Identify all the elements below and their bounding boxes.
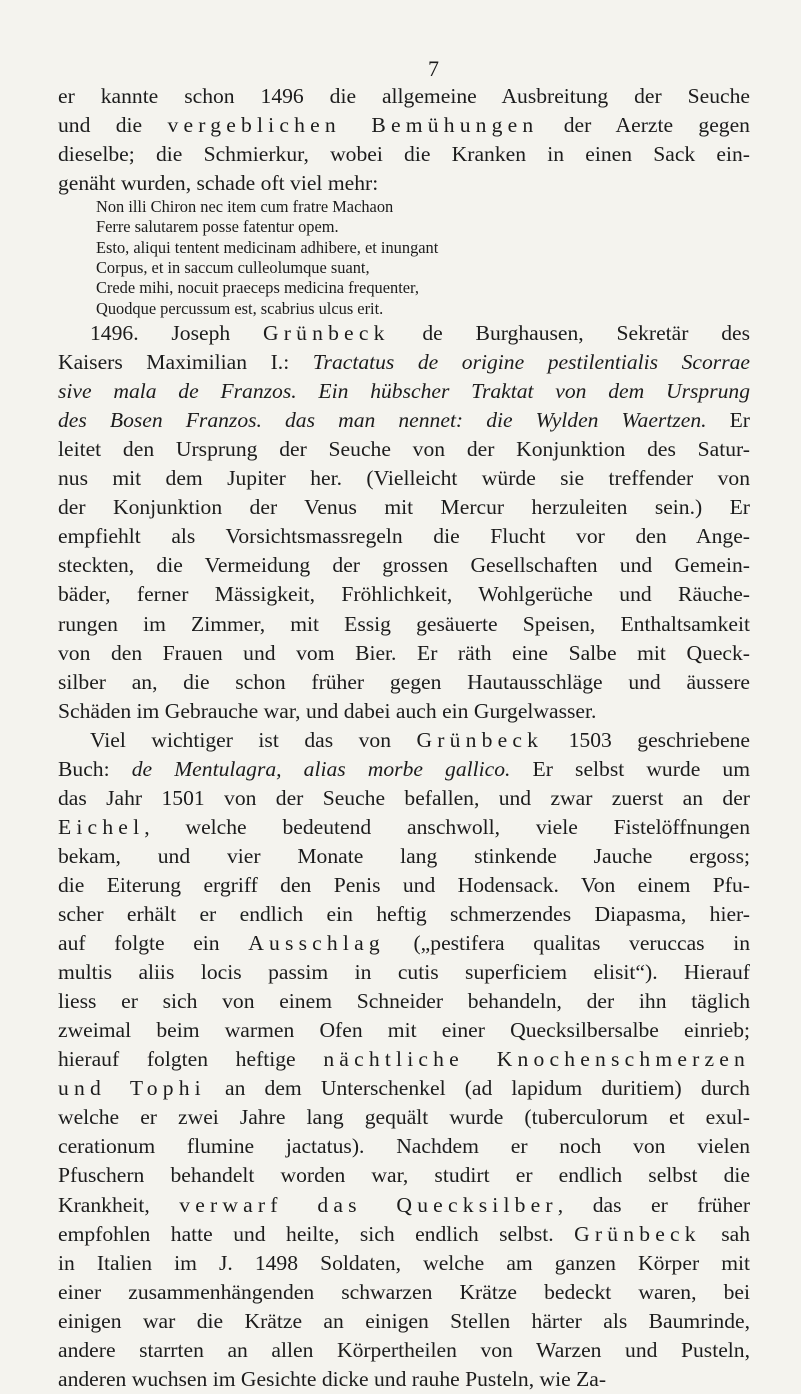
text-line [58, 1191, 750, 1220]
text-line [58, 668, 750, 697]
text-line [58, 697, 750, 726]
text-run: und die [58, 113, 168, 138]
text-run: empfohlen hatte und heilte, sich endlich selbst. [58, 1221, 575, 1246]
text-run: Viel wichtiger ist das von [90, 727, 417, 752]
text-line [58, 1278, 750, 1307]
text-run: Buch: [58, 756, 132, 781]
spaced-emphasis: Ausschlag [248, 931, 385, 956]
text-line [58, 1132, 750, 1161]
text-line [58, 1336, 750, 1365]
text-run: auf folgte ein [58, 931, 249, 956]
spaced-emphasis: und Tophi [58, 1076, 206, 1101]
verse-line: Quodque percussum est, scabrius ulcus erit. [96, 298, 384, 318]
text-run: 1496. Joseph [90, 321, 263, 345]
text-line [58, 377, 750, 406]
text-line [58, 435, 750, 464]
text-line [58, 1307, 750, 1336]
text-line [58, 929, 750, 958]
text-run: , das er früher [557, 1192, 750, 1217]
text-run: Kaisers Maximilian I.: [58, 350, 313, 375]
spaced-emphasis: Grünbeck [262, 321, 390, 345]
text-run: Schäden im Gebrauche war, und dabei auch ein Gurgelwasser. [58, 698, 597, 723]
text-run: , welche bedeutend anschwoll, viele Fistelöffnungen [144, 814, 750, 839]
text-line [58, 987, 750, 1016]
text-line [58, 551, 750, 580]
text-line [58, 464, 750, 493]
text-line [58, 1249, 750, 1278]
text-line [58, 755, 750, 784]
text-line [58, 406, 750, 435]
text-line [58, 493, 750, 522]
text-run: liess er sich von einem Schneider behandeln, der ihn täglich [58, 989, 750, 1014]
text-line [58, 610, 750, 639]
text-run: nus mit dem Jupiter her. (Vielleicht würde sie treffender von [58, 466, 750, 491]
text-run: von den Frauen und vom Bier. Er räth eine Salbe mit Queck- [58, 640, 750, 665]
text-run: 1503 geschriebene [543, 727, 750, 752]
text-line [58, 82, 750, 111]
text-run: in Italien im J. 1498 Soldaten, welche am ganzen Körper mit [58, 1250, 750, 1275]
text-line [58, 140, 750, 169]
verse-line: Crede mihi, nocuit praeceps medicina frequenter, [96, 278, 419, 298]
text-line [58, 1365, 750, 1394]
text-run: anderen wuchsen im Gesichte dicke und rauhe Pusteln, wie Za- [58, 1366, 607, 1391]
text-line [58, 1016, 750, 1045]
text-run: welche er zwei Jahre lang gequält wurde (tuberculorum et exul- [58, 1105, 750, 1130]
text-line [58, 1074, 750, 1103]
text-run: Krankheit, [58, 1192, 180, 1217]
italic-title: de Mentulagra, alias morbe gallico. [131, 756, 511, 781]
text-run: das Jahr 1501 von der Seuche befallen, und zwar zuerst an der [58, 785, 750, 810]
text-run: bekam, und vier Monate lang stinkende Jauche ergoss; [58, 843, 750, 868]
text-run: leitet den Ursprung der Seuche von der Konjunktion des Satur- [58, 437, 750, 462]
text-line [58, 348, 750, 377]
text-run: an dem Unterschenkel (ad lapidum duritiem) durch [205, 1076, 750, 1101]
text-line [58, 1045, 750, 1074]
verse-line: Ferre salutarem posse fatentur opem. [96, 217, 339, 237]
text-run: genäht wurden, schade oft viel mehr: [58, 171, 379, 196]
spaced-emphasis: vergeblichen Bemühungen [167, 113, 539, 138]
spaced-emphasis: nächtliche Knochenschmerzen [323, 1047, 750, 1072]
verse-line: Non illi Chiron nec item cum fratre Machaon [96, 197, 394, 216]
italic-title: des Bosen Franzos. das man nennet: die Wylden Waertzen. [58, 408, 707, 433]
text-line [58, 111, 750, 140]
italic-title: Tractatus de origine pestilentialis Scorrae [312, 350, 750, 375]
spaced-emphasis: Eichel [58, 814, 145, 839]
text-line [58, 784, 750, 813]
text-run: rungen im Zimmer, mit Essig gesäuerte Speisen, Enthaltsamkeit [58, 611, 750, 636]
text-run: silber an, die schon früher gegen Hautausschläge und äussere [58, 669, 750, 694]
text-run: empfiehlt als Vorsichtsmassregeln die Flucht vor den Ange- [58, 524, 750, 549]
text-run: Er selbst wurde um [510, 756, 750, 781]
text-line [58, 842, 750, 871]
text-line [90, 726, 750, 755]
text-line [58, 1103, 750, 1132]
verse-line: Corpus, et in saccum culleolumque suant, [96, 257, 370, 277]
text-run: cerationum flumine jactatus). Nachdem er noch von vielen [58, 1134, 750, 1159]
text-run: andere starrten an allen Körpertheilen von Warzen und Pusteln, [58, 1337, 750, 1362]
text-run: zweimal beim warmen Ofen mit einer Quecksilbersalbe einrieb; [58, 1018, 750, 1043]
text-line [58, 813, 750, 842]
spaced-emphasis: Grünbeck [574, 1221, 701, 1246]
text-line [58, 871, 750, 900]
text-line [58, 958, 750, 987]
text-run: dieselbe; die Schmierkur, wobei die Kranken in einen Sack ein- [58, 142, 750, 167]
text-run: hierauf folgten heftige [58, 1047, 324, 1072]
text-run: der Aerzte gegen [538, 113, 750, 138]
text-line [58, 639, 750, 668]
text-line [58, 1220, 750, 1249]
text-line [90, 319, 750, 348]
text-run: sah [700, 1221, 750, 1246]
page-number: 7 [428, 56, 439, 81]
text-run: („pestifera qualitas veruccas in [384, 931, 750, 956]
text-run: er kannte schon 1496 die allgemeine Ausbreitung der Seuche [58, 84, 750, 108]
text-run: de Burghausen, Sekretär des [389, 321, 750, 345]
text-run: die Eiterung ergriff den Penis und Hodensack. Von einem Pfu- [58, 872, 750, 897]
text-line [58, 169, 750, 198]
text-run: einer zusammenhängenden schwarzen Krätze bedeckt waren, bei [58, 1279, 750, 1304]
text-line [58, 580, 750, 609]
text-run: der Konjunktion der Venus mit Mercur herzuleiten sein.) Er [58, 495, 750, 520]
spaced-emphasis: Grünbeck [416, 727, 544, 752]
text-run: multis aliis locis passim in cutis superficiem elisit“). Hierauf [58, 960, 750, 985]
spaced-emphasis: verwarf das Quecksilber [179, 1192, 558, 1217]
text-run: Er [706, 408, 750, 433]
text-run: steckten, die Vermeidung der grossen Gesellschaften und Gemein- [58, 553, 750, 578]
text-line [58, 522, 750, 551]
verse-line: Esto, aliqui tentent medicinam adhibere, et inungant [96, 237, 439, 257]
text-run: bäder, ferner Mässigkeit, Fröhlichkeit, Wohlgerüche und Räuche- [58, 582, 750, 607]
text-line [58, 1161, 750, 1190]
text-run: einigen war die Krätze an einigen Stellen härter als Baumrinde, [58, 1308, 750, 1333]
text-run: scher erhält er endlich ein heftig schmerzendes Diapasma, hier- [58, 902, 750, 926]
text-line [58, 900, 750, 929]
text-run: Pfuschern behandelt worden war, studirt er endlich selbst die [58, 1163, 750, 1188]
italic-title: sive mala de Franzos. Ein hübscher Traktat von dem Ursprung [58, 379, 750, 404]
